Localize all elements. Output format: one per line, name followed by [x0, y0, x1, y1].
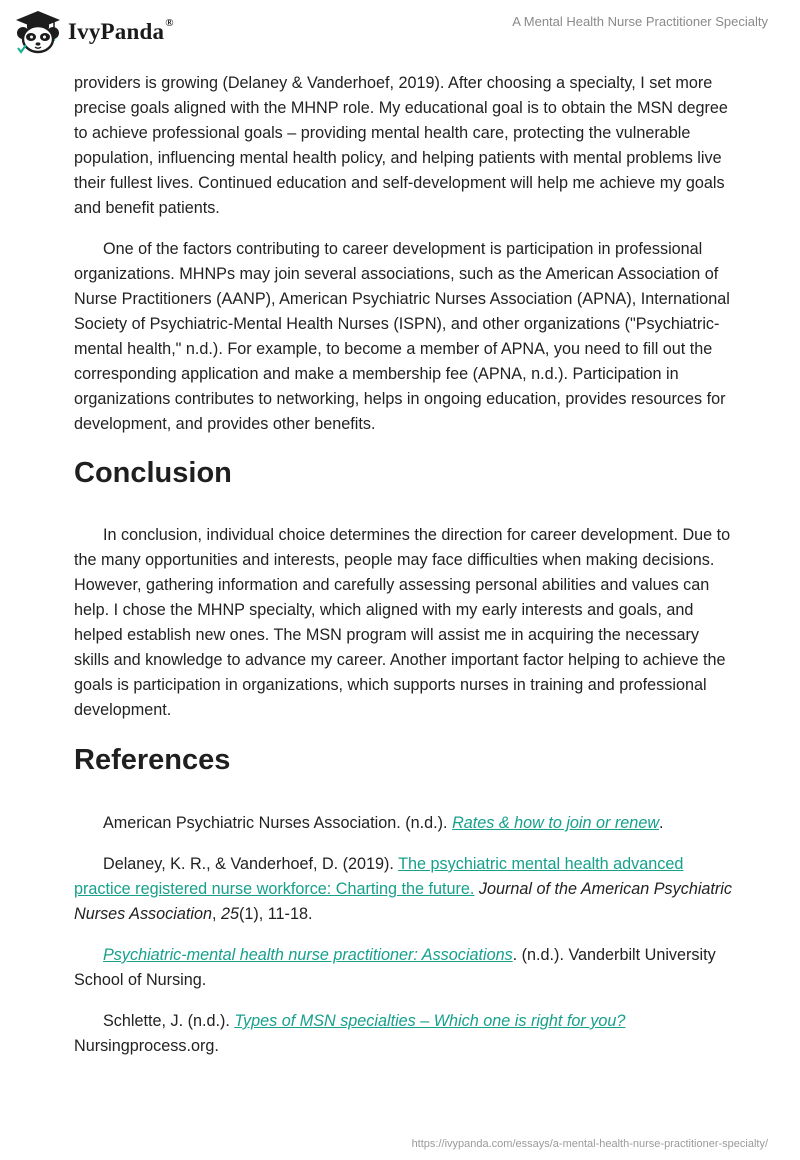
essay-content — [74, 71, 734, 1059]
panda-graduate-icon — [14, 10, 62, 54]
conclusion-heading: Conclusion — [74, 457, 232, 489]
body-paragraph-organizations: One of the factors contributing to career development is participation in professional organizations. MHNPs may join several associations, such as the American Association of Nurse Practitioners (AANP), American Psychiatric Nurses Association (APNA), International Society of Psychiatric-Mental Health Nurses (ISPN), and other organizations ("Psychiatric-mental health," n.d.). For example, to become a member of APNA, you need to fill out the corresponding application and make a membership fee (APNA, n.d.). Participation in organizations contributes to networking, helps in ongoing education, provides resources for development, and provides other benefits. — [74, 240, 730, 433]
reference-volume: 25 — [220, 905, 239, 923]
registered-mark: ® — [165, 17, 174, 29]
reference-link-apna[interactable]: Rates & how to join or renew — [452, 814, 660, 832]
reference-journal: Journal of the American Psychiatric Nurses Association — [74, 880, 733, 923]
body-paragraph-continued: providers is growing (Delaney & Vanderhoef, 2019). After choosing a specialty, I set more precise goals aligned with the MHNP role. My educational goal is to obtain the MSN degree to achieve professional goals – providing mental health care, protecting the vulnerable population, influencing mental health policy, and helping patients with mental problems live their fullest lives. Continued education and self-development will help me achieve my goals and benefit patients. — [74, 74, 728, 217]
reference-schlette: Schlette, J. (n.d.). Types of MSN specialties – Which one is right for you? Nursingprocess.org. — [74, 1012, 626, 1055]
reference-link-delaney[interactable]: The psychiatric mental health advanced practice registered nurse workforce: Charting the future. — [74, 855, 684, 898]
reference-link-schlette[interactable]: Types of MSN specialties – Which one is right for you? — [234, 1012, 626, 1030]
reference-delaney: Delaney, K. R., & Vanderhoef, D. (2019). The psychiatric mental health advanced practice registered nurse workforce: Charting the future. Journal of the American Psychiatric Nurses Association, 25(1), 11-18. — [74, 855, 733, 923]
document-title: A Mental Health Nurse Practitioner Specialty — [512, 14, 768, 29]
references-heading: References — [74, 744, 231, 776]
ivypanda-logo[interactable] — [14, 10, 174, 54]
reference-apna: American Psychiatric Nurses Association. (n.d.). Rates & how to join or renew. — [103, 814, 664, 832]
page-header — [0, 0, 800, 70]
conclusion-paragraph: In conclusion, individual choice determines the direction for career development. Due to the many opportunities and interests, people may face difficulties when making decisions. However, gathering information and carefully assessing personal abilities and values can help. I chose the MHNP specialty, which aligned with my early interests and goals, and helped establish new ones. The MSN program will assist me in acquiring the necessary skills and knowledge to advance my career. Another important factor helping to achieve the goals is participation in organizations, which supports nurses in training and professional development. — [74, 526, 731, 719]
logo-wordmark: IvyPanda® — [68, 17, 174, 44]
reference-vanderbilt: Psychiatric-mental health nurse practitioner: Associations. (n.d.). Vanderbilt University School of Nursing. — [74, 946, 716, 989]
footer-source-url[interactable]: https://ivypanda.com/essays/a-mental-health-nurse-practitioner-specialty/ — [411, 1138, 768, 1150]
reference-link-vanderbilt[interactable]: Psychiatric-mental health nurse practitioner: Associations — [103, 946, 513, 964]
